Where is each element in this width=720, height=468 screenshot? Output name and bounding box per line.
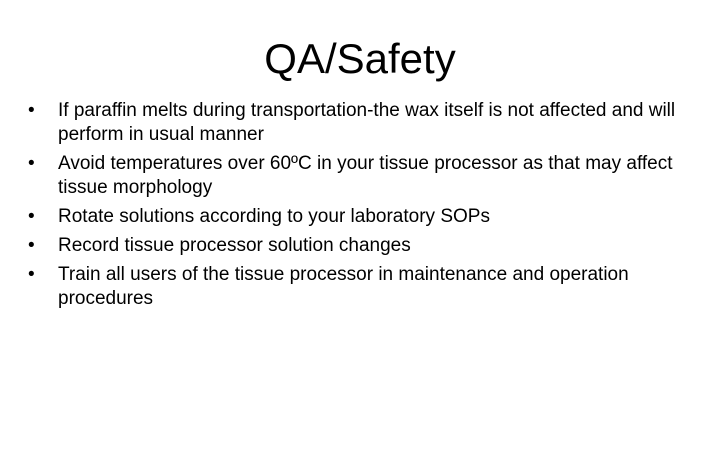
bullet-icon: • — [28, 100, 35, 121]
bullet-item-rotate — [28, 205, 698, 229]
bullet-item-train — [28, 263, 698, 311]
bullet-icon: • — [28, 153, 35, 174]
bullet-icon: • — [28, 206, 35, 227]
bullet-icon: • — [28, 264, 35, 285]
bullet-item-transport — [28, 99, 698, 147]
bullet-text: If paraffin melts during transportation-the wax itself is not affected and will perform in usual manner — [58, 100, 676, 145]
bullet-text: Avoid temperatures over 60ºC in your tissue processor as that may affect tissue morphology — [58, 153, 673, 198]
bullet-list — [28, 99, 698, 316]
bullet-item-temperature — [28, 152, 698, 200]
bullet-icon: • — [28, 235, 35, 256]
bullet-text: Rotate solutions according to your laboratory SOPs — [58, 206, 490, 227]
slide-title: QA/Safety — [264, 35, 456, 82]
bullet-text: Train all users of the tissue processor in maintenance and operation procedures — [58, 264, 629, 309]
bullet-text: Record tissue processor solution changes — [58, 235, 411, 256]
bullet-item-record — [28, 234, 698, 258]
